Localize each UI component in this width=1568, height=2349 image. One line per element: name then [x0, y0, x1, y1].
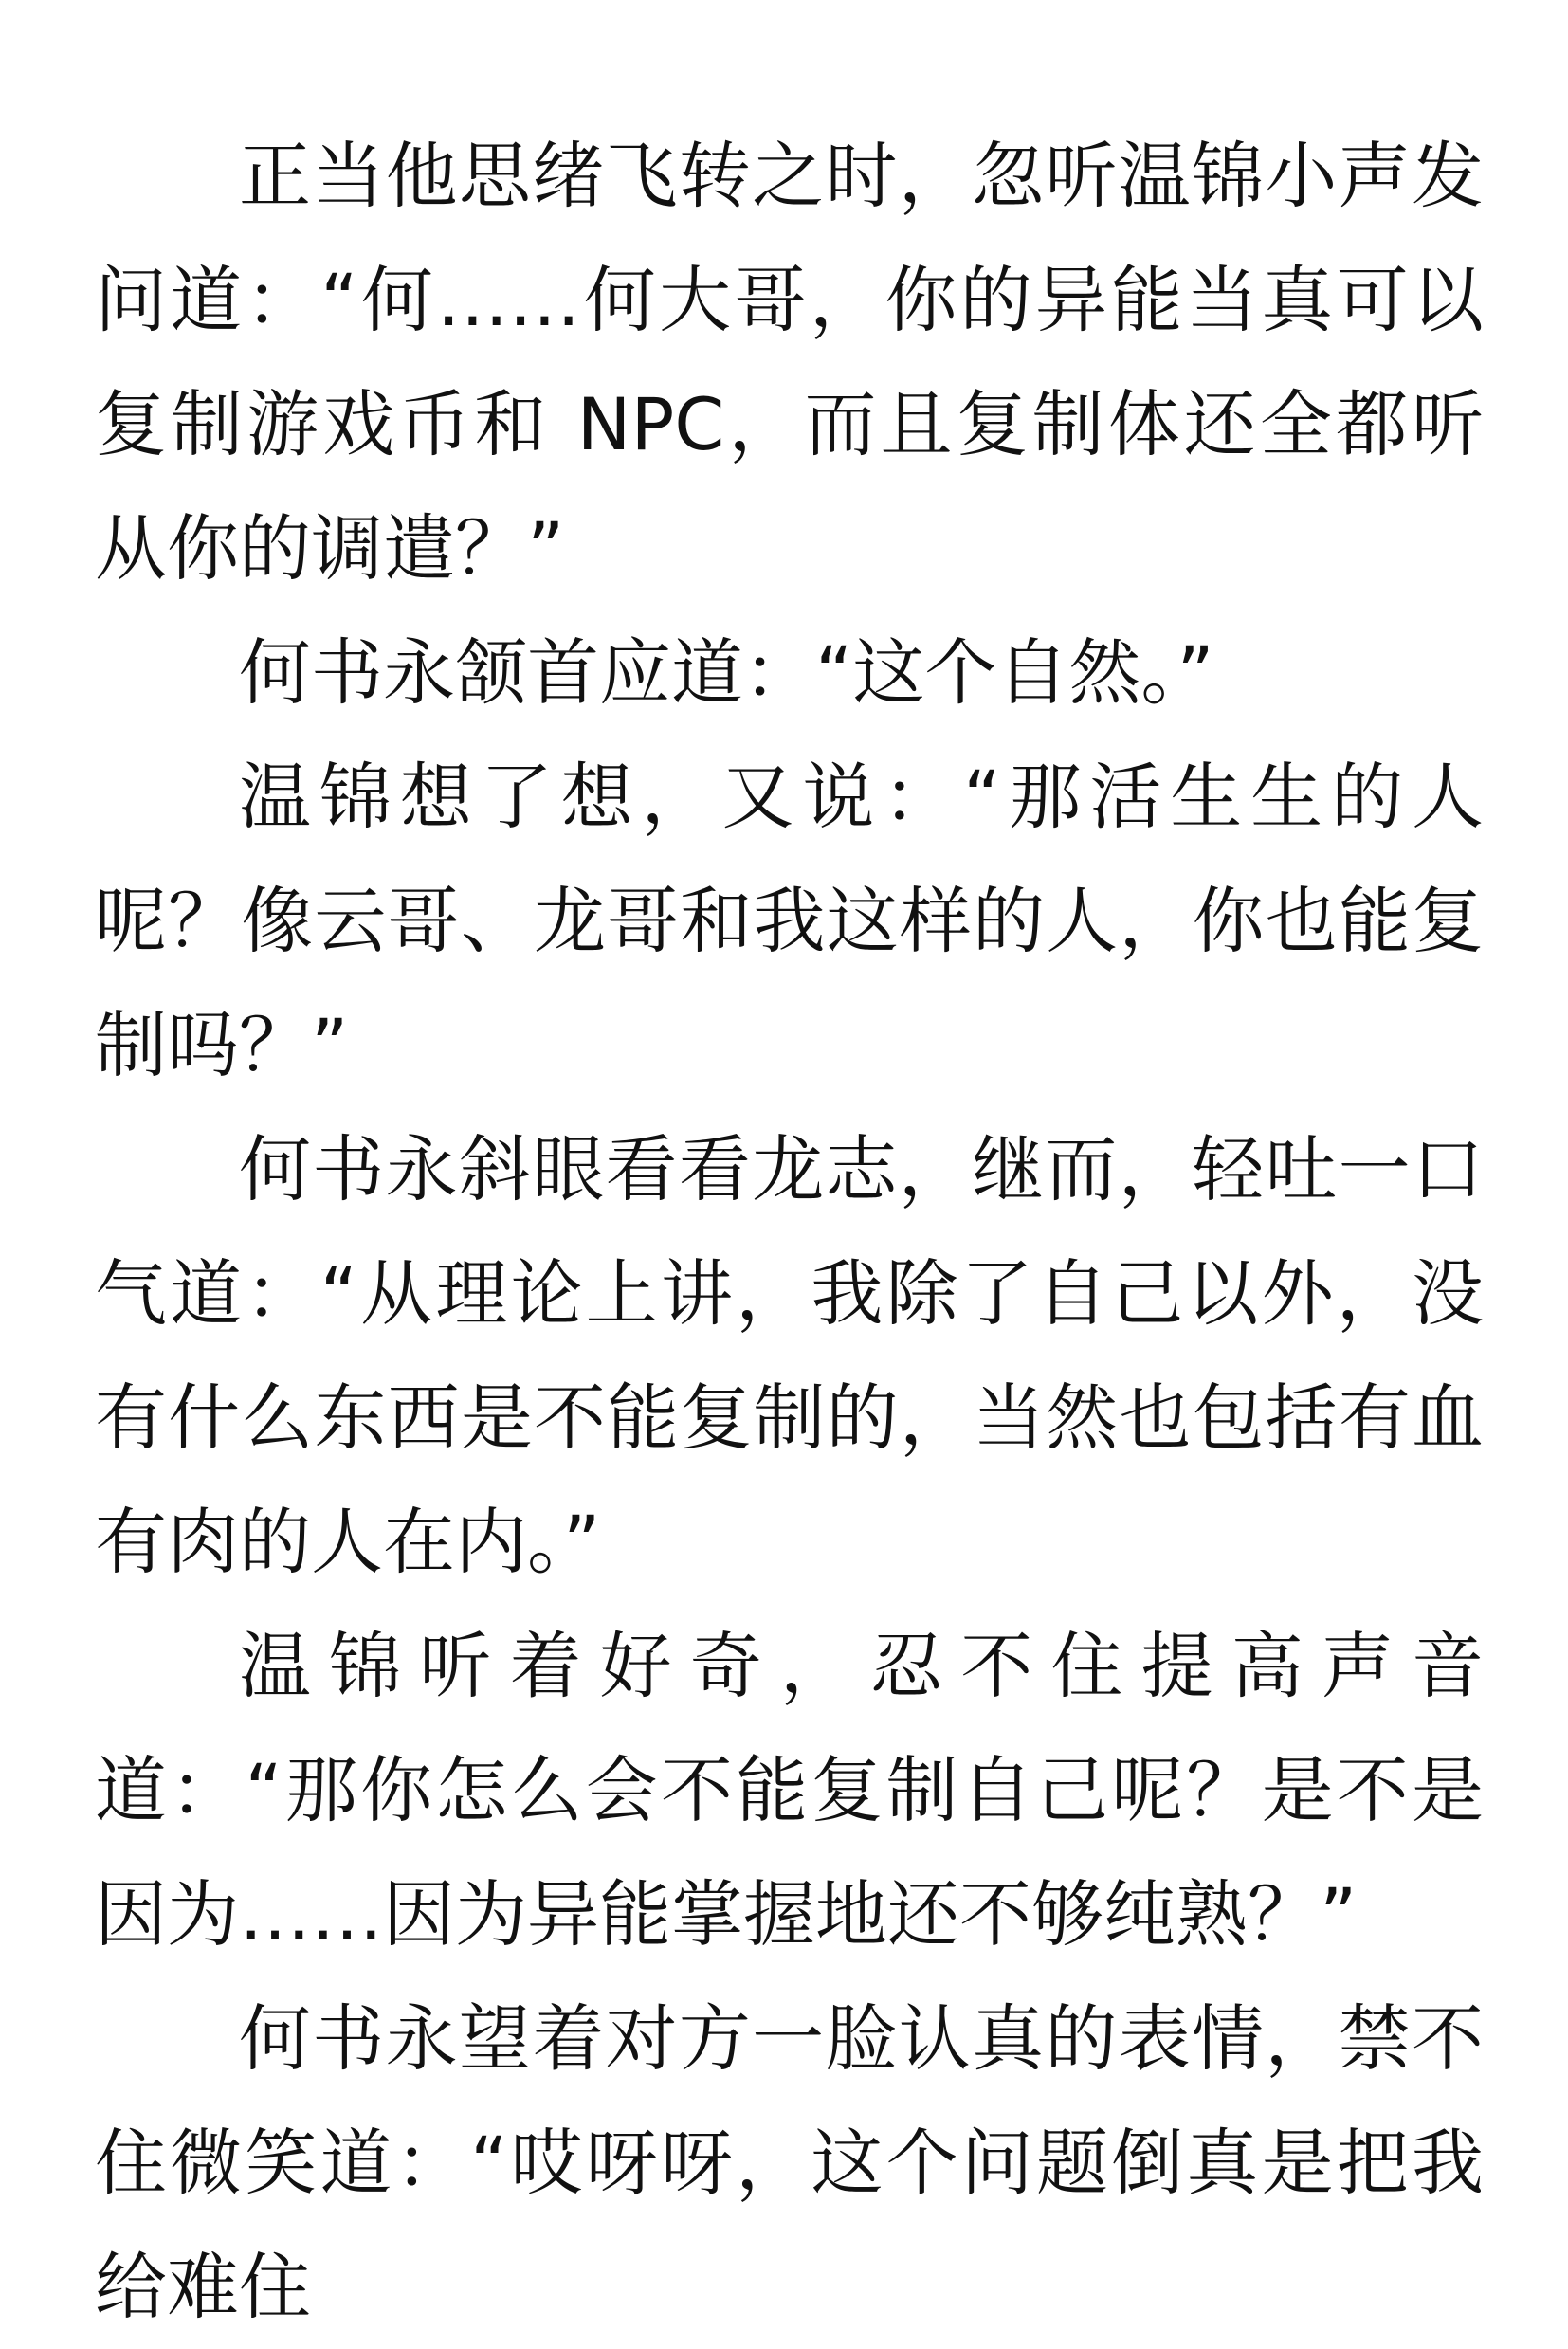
- paragraph-1: 正当他思绪飞转之时，忽听温锦小声发问道：“何……何大哥，你的异能当真可以复制游戏币和 NPC，而且复制体还全都听从你的调遣？”: [95, 134, 1484, 591]
- paragraph-6: 何书永望着对方一脸认真的表情，禁不住微笑道：“哎呀呀，这个问题倒真是把我给难住: [95, 1996, 1484, 2329]
- paragraph-4: 何书永斜眼看看龙志，继而，轻吐一口气道：“从理论上讲，我除了自己以外，没有什么东西是不能复制的，当然也包括有血有肉的人在内。”: [95, 1127, 1484, 1584]
- body-text: [95, 114, 1484, 2349]
- paragraph-2: 何书永颔首应道：“这个自然。”: [239, 630, 1214, 715]
- paragraph-3: 温锦想了想，又说：“那活生生的人呢？像云哥、龙哥和我这样的人，你也能复制吗？”: [95, 755, 1484, 1087]
- paragraph-5: 温锦听着好奇，忍不住提高声音道：“那你怎么会不能复制自己呢？是不是因为……因为异能掌握地还不够纯熟？”: [95, 1624, 1484, 1957]
